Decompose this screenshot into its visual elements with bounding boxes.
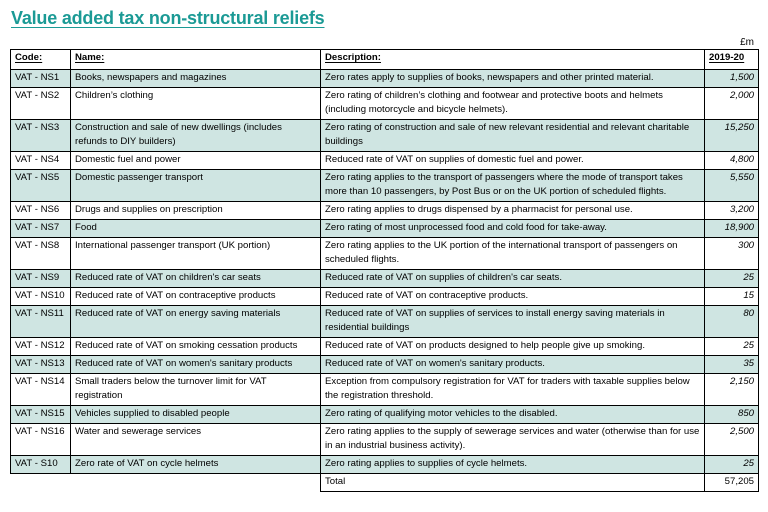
table-row [11, 424, 759, 456]
table-row [11, 238, 759, 270]
cell-name: Vehicles supplied to disabled people [71, 406, 321, 424]
header-row [11, 50, 759, 70]
cell-code: VAT - NS7 [11, 220, 71, 238]
column-header-name: Name: [71, 50, 321, 70]
cell-code: VAT - NS1 [11, 70, 71, 88]
total-value: 57,205 [705, 474, 759, 492]
cell-code: VAT - NS10 [11, 288, 71, 306]
cell-name: Reduced rate of VAT on contraceptive products [71, 288, 321, 306]
total-blank-code [11, 474, 71, 492]
cell-name: Domestic fuel and power [71, 152, 321, 170]
table-row [11, 306, 759, 338]
cell-value: 4,800 [705, 152, 759, 170]
cell-code: VAT - NS6 [11, 202, 71, 220]
table-row [11, 288, 759, 306]
table-row [11, 338, 759, 356]
cell-code: VAT - NS3 [11, 120, 71, 152]
total-label: Total [321, 474, 705, 492]
cell-value: 35 [705, 356, 759, 374]
cell-value: 25 [705, 338, 759, 356]
cell-value: 300 [705, 238, 759, 270]
cell-code: VAT - NS5 [11, 170, 71, 202]
cell-description: Zero rating of construction and sale of new relevant residential and relevant charitable buildings [321, 120, 705, 152]
cell-name: Reduced rate of VAT on children's car seats [71, 270, 321, 288]
cell-code: VAT - NS11 [11, 306, 71, 338]
cell-value: 18,900 [705, 220, 759, 238]
cell-description: Reduced rate of VAT on supplies of services to install energy saving materials in residential buildings [321, 306, 705, 338]
cell-code: VAT - NS14 [11, 374, 71, 406]
cell-name: Domestic passenger transport [71, 170, 321, 202]
table-row [11, 170, 759, 202]
table-row [11, 88, 759, 120]
vat-reliefs-table [10, 49, 759, 492]
cell-code: VAT - NS2 [11, 88, 71, 120]
cell-value: 2,150 [705, 374, 759, 406]
cell-description: Reduced rate of VAT on supplies of domestic fuel and power. [321, 152, 705, 170]
column-header-value: 2019-20 [705, 50, 759, 70]
cell-name: Food [71, 220, 321, 238]
total-row [11, 474, 759, 492]
cell-code: VAT - NS15 [11, 406, 71, 424]
cell-code: VAT - NS16 [11, 424, 71, 456]
table-body [11, 70, 759, 492]
cell-description: Zero rating applies to the UK portion of the international transport of passengers on scheduled flights. [321, 238, 705, 270]
cell-code: VAT - NS12 [11, 338, 71, 356]
cell-description: Reduced rate of VAT on supplies of children's car seats. [321, 270, 705, 288]
table-row [11, 456, 759, 474]
table-row [11, 70, 759, 88]
cell-description: Zero rating applies to drugs dispensed by a pharmacist for personal use. [321, 202, 705, 220]
cell-value: 5,550 [705, 170, 759, 202]
cell-name: Children’s clothing [71, 88, 321, 120]
cell-value: 3,200 [705, 202, 759, 220]
cell-value: 25 [705, 270, 759, 288]
page-title: Value added tax non-structural reliefs [11, 8, 325, 28]
cell-value: 15 [705, 288, 759, 306]
table-row [11, 120, 759, 152]
cell-description: Zero rates apply to supplies of books, newspapers and other printed material. [321, 70, 705, 88]
cell-value: 25 [705, 456, 759, 474]
table-row [11, 220, 759, 238]
cell-name: Books, newspapers and magazines [71, 70, 321, 88]
cell-name: Reduced rate of VAT on women's sanitary products [71, 356, 321, 374]
cell-code: VAT - NS8 [11, 238, 71, 270]
units-label: £m [740, 37, 754, 48]
cell-code: VAT - NS9 [11, 270, 71, 288]
cell-description: Zero rating applies to the supply of sewerage services and water (otherwise than for use in an industrial business activity). [321, 424, 705, 456]
column-header-description: Description: [321, 50, 705, 70]
cell-name: International passenger transport (UK portion) [71, 238, 321, 270]
cell-description: Zero rating of children’s clothing and footwear and protective boots and helmets (including motorcycle and bicycle helmets). [321, 88, 705, 120]
cell-name: Reduced rate of VAT on smoking cessation products [71, 338, 321, 356]
cell-name: Small traders below the turnover limit for VAT registration [71, 374, 321, 406]
column-header-code: Code: [11, 50, 71, 70]
document-page [0, 7, 768, 512]
cell-value: 2,000 [705, 88, 759, 120]
cell-description: Reduced rate of VAT on products designed to help people give up smoking. [321, 338, 705, 356]
cell-value: 15,250 [705, 120, 759, 152]
table-row [11, 374, 759, 406]
table-row [11, 202, 759, 220]
cell-value: 2,500 [705, 424, 759, 456]
cell-name: Construction and sale of new dwellings (includes refunds to DIY builders) [71, 120, 321, 152]
total-blank-name [71, 474, 321, 492]
cell-description: Reduced rate of VAT on contraceptive products. [321, 288, 705, 306]
cell-description: Zero rating applies to supplies of cycle helmets. [321, 456, 705, 474]
cell-code: VAT - S10 [11, 456, 71, 474]
cell-name: Zero rate of VAT on cycle helmets [71, 456, 321, 474]
table-row [11, 270, 759, 288]
cell-name: Reduced rate of VAT on energy saving materials [71, 306, 321, 338]
cell-value: 1,500 [705, 70, 759, 88]
cell-value: 850 [705, 406, 759, 424]
cell-description: Zero rating of most unprocessed food and cold food for take-away. [321, 220, 705, 238]
cell-description: Exception from compulsory registration for VAT for traders with taxable supplies below the registration threshold. [321, 374, 705, 406]
cell-description: Reduced rate of VAT on women's sanitary products. [321, 356, 705, 374]
cell-value: 80 [705, 306, 759, 338]
cell-name: Water and sewerage services [71, 424, 321, 456]
table-row [11, 356, 759, 374]
table-row [11, 152, 759, 170]
table-row [11, 406, 759, 424]
cell-description: Zero rating applies to the transport of passengers where the mode of transport takes more than 10 passengers, by Post Bus or on the UK portion of scheduled flights. [321, 170, 705, 202]
table-header [11, 50, 759, 70]
cell-code: VAT - NS13 [11, 356, 71, 374]
cell-code: VAT - NS4 [11, 152, 71, 170]
cell-name: Drugs and supplies on prescription [71, 202, 321, 220]
cell-description: Zero rating of qualifying motor vehicles to the disabled. [321, 406, 705, 424]
